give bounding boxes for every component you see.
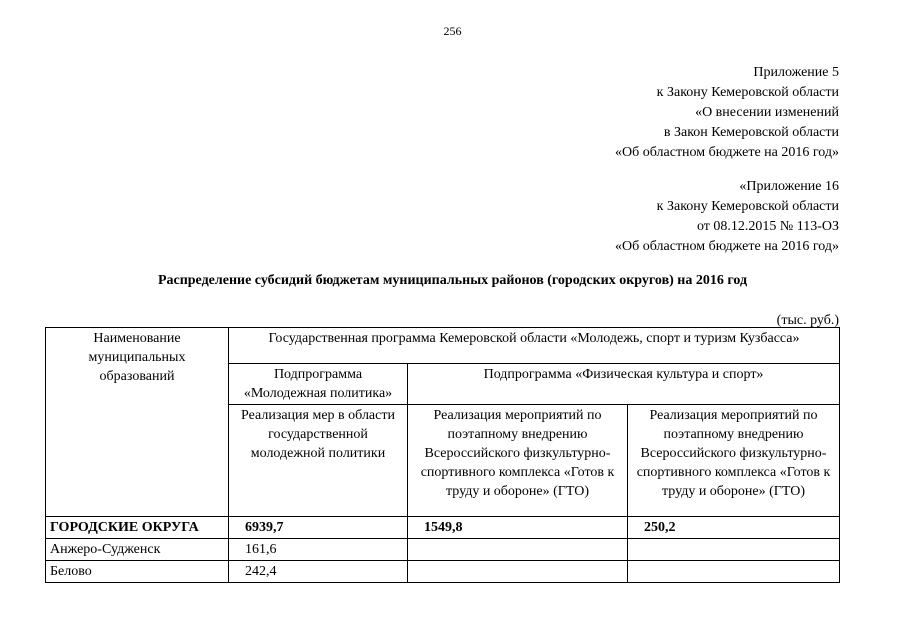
row-value: [408, 561, 628, 583]
gto-column-header: Реализация мероприятий по поэтапному внедрению Всероссийского физкультурно-спортивного комплекса «Готов к труду и обороне» (ГТО): [408, 405, 628, 517]
table-row: [46, 539, 840, 561]
row-name: Белово: [46, 561, 229, 583]
row-value: 1549,8: [408, 517, 628, 539]
appendix-line: к Закону Кемеровской области: [656, 85, 839, 100]
appendix-line: «Приложение 16: [739, 179, 839, 194]
appendix-line: в Закон Кемеровской области: [663, 125, 839, 140]
appendix-line: «Об областном бюджете на 2016 год»: [615, 145, 839, 160]
row-value: [628, 561, 840, 583]
row-value: 242,4: [229, 561, 408, 583]
appendix-16-header: [615, 177, 839, 257]
subsidy-table: [45, 327, 840, 583]
row-name: ГОРОДСКИЕ ОКРУГА: [46, 517, 229, 539]
municipality-header: Наименование муниципальных образований: [46, 328, 229, 517]
gto-column-header: Реализация мероприятий по поэтапному внедрению Всероссийского физкультурно-спортивного комплекса «Готов к труду и обороне» (ГТО): [628, 405, 840, 517]
row-value: 250,2: [628, 517, 840, 539]
subprogram-sport-header: Подпрограмма «Физическая культура и спорт»: [408, 364, 840, 405]
row-name: Анжеро-Судженск: [46, 539, 229, 561]
appendix-line: «О внесении изменений: [695, 105, 839, 120]
appendix-line: от 08.12.2015 № 113-ОЗ: [696, 219, 839, 234]
row-value: [408, 539, 628, 561]
page-number: 256: [443, 24, 462, 38]
appendix-line: «Об областном бюджете на 2016 год»: [615, 239, 839, 254]
program-header: Государственная программа Кемеровской области «Молодежь, спорт и туризм Кузбасса»: [229, 328, 840, 364]
row-value: [628, 539, 840, 561]
table-row: [46, 561, 840, 583]
appendix-5-header: [615, 63, 839, 163]
subprogram-youth-header: Подпрограмма «Молодежная политика»: [229, 364, 408, 405]
appendix-line: Приложение 5: [753, 65, 839, 80]
header-row: [46, 328, 840, 364]
row-value: 6939,7: [229, 517, 408, 539]
youth-policy-column-header: Реализация мер в области государственной молодежной политики: [229, 405, 408, 517]
appendix-line: к Закону Кемеровской области: [656, 199, 839, 214]
table-row: [46, 517, 840, 539]
document-title: Распределение субсидий бюджетам муниципальных районов (городских округов) на 2016 год: [157, 273, 748, 288]
unit-label: (тыс. руб.): [776, 313, 839, 328]
row-value: 161,6: [229, 539, 408, 561]
